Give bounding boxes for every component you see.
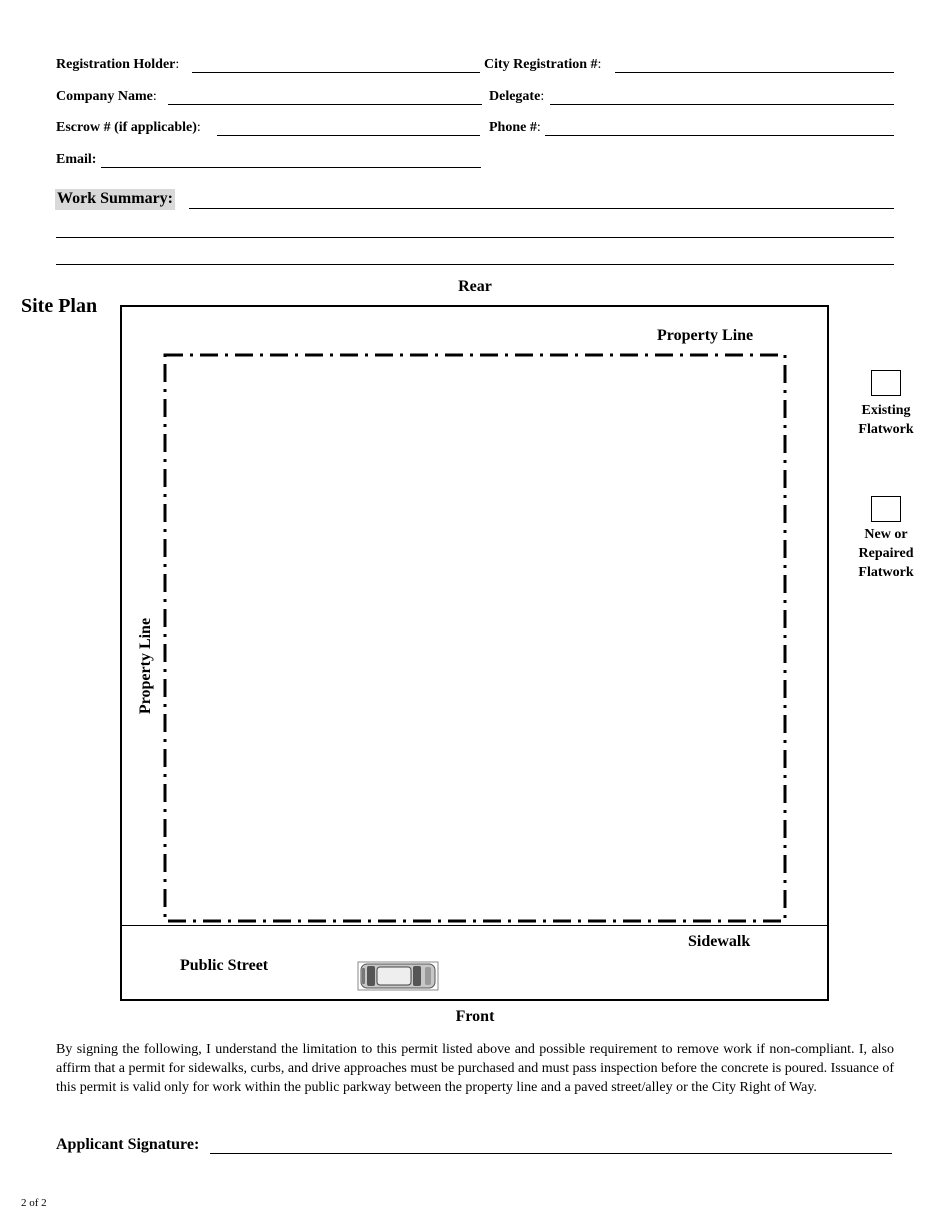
sidewalk-label: Sidewalk: [688, 933, 751, 950]
existing-flatwork-swatch: [871, 370, 901, 396]
applicant-signature-label: Applicant Signature:: [56, 1136, 200, 1153]
delegate-label: Delegate:: [489, 89, 545, 104]
property-line-top-label: Property Line: [657, 327, 754, 344]
applicant-signature-field[interactable]: [210, 1153, 892, 1154]
affirmation-statement: By signing the following, I understand the limitation to this permit listed above and possible requirement to remove work if non-compliant. I, also affirm that a permit for sidewalks, curbs, and drive approaches must be purchased and must pass inspection before the concrete is poured. Issuance of this permit is valid only for work within the public parkway between the property line and a paved street/alley or the City Right of Way.: [56, 1042, 894, 1095]
new-repaired-flatwork-label: New or Repaired Flatwork: [858, 527, 914, 580]
public-street-label: Public Street: [180, 957, 269, 974]
company-name-label: Company Name:: [56, 89, 157, 104]
registration-holder-label: Registration Holder:: [56, 57, 180, 72]
front-label: Front: [455, 1008, 495, 1025]
property-line-side-label: Property Line: [137, 617, 154, 715]
page-number: 2 of 2: [21, 1197, 47, 1209]
property-line-dashed-rect: [165, 355, 785, 921]
existing-flatwork-label: Existing Flatwork: [858, 403, 914, 437]
car-icon: [357, 961, 439, 991]
work-summary-label: Work Summary:: [55, 189, 175, 210]
rear-label: Rear: [458, 278, 492, 295]
email-label: Email:: [56, 152, 97, 167]
site-plan-title: Site Plan: [21, 295, 98, 317]
city-registration-label: City Registration #:: [484, 57, 602, 72]
escrow-label: Escrow # (if applicable):: [56, 120, 201, 135]
new-repaired-flatwork-swatch: [871, 496, 901, 522]
phone-label: Phone #:: [489, 120, 541, 135]
